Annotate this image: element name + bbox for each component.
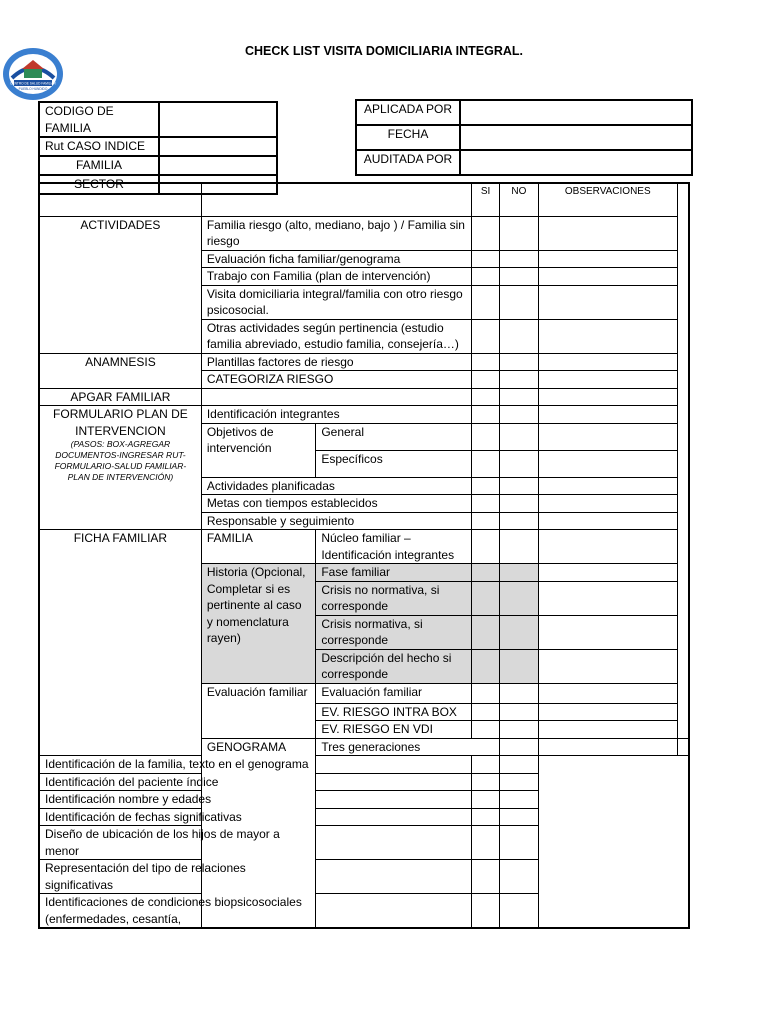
obs-cell[interactable]: [538, 564, 677, 582]
obs-cell[interactable]: [538, 388, 677, 406]
no-cell[interactable]: [500, 406, 538, 424]
si-cell[interactable]: [471, 216, 500, 250]
no-cell[interactable]: [500, 512, 538, 530]
no-cell[interactable]: [500, 721, 538, 739]
obs-cell[interactable]: [538, 450, 677, 477]
checklist-item: Visita domiciliaria integral/familia con otro riesgo psicosocial.: [201, 285, 471, 319]
obs-cell[interactable]: [538, 250, 677, 268]
si-cell[interactable]: [471, 530, 500, 564]
section-apgar-familiar: APGAR FAMILIAR: [39, 388, 201, 406]
si-cell[interactable]: [471, 268, 500, 286]
checklist-item: Identificación del paciente índice: [39, 773, 316, 791]
checklist-item: Representación del tipo de relaciones significativas: [39, 860, 316, 894]
checklist-item: Identificación de fechas significativas: [39, 808, 316, 826]
checklist-item: Descripción del hecho si corresponde: [316, 649, 471, 683]
obs-cell[interactable]: [500, 808, 538, 826]
si-cell[interactable]: [471, 649, 500, 683]
no-cell[interactable]: [500, 250, 538, 268]
si-cell[interactable]: [471, 371, 500, 389]
family-info-table: [38, 101, 278, 195]
no-cell[interactable]: [500, 477, 538, 495]
svg-text:PUEBLO HUNDIDO: PUEBLO HUNDIDO: [18, 87, 48, 91]
no-cell[interactable]: [500, 564, 538, 582]
si-cell[interactable]: [471, 250, 500, 268]
no-cell[interactable]: [500, 450, 538, 477]
obs-cell[interactable]: [538, 649, 677, 683]
si-cell[interactable]: [316, 808, 471, 826]
checklist-item: Trabajo con Familia (plan de intervención): [201, 268, 471, 286]
rut-caso-indice-field[interactable]: [159, 137, 277, 156]
aplicada-por-label: APLICADA POR: [356, 100, 460, 125]
si-cell[interactable]: [471, 495, 500, 513]
no-cell[interactable]: [500, 703, 538, 721]
ficha-historia: Historia (Opcional, Completar si es pertinente al caso y nomenclatura rayen): [201, 564, 316, 684]
codigo-familia-field[interactable]: [159, 102, 277, 137]
si-cell[interactable]: [500, 738, 538, 756]
section-actividades: ACTIVIDADES: [39, 216, 201, 353]
section-anamnesis: ANAMNESIS: [39, 353, 201, 388]
si-cell[interactable]: [471, 703, 500, 721]
checklist-item: Familia riesgo (alto, mediano, bajo ) / Familia sin riesgo: [201, 216, 471, 250]
si-cell[interactable]: [471, 450, 500, 477]
obs-cell[interactable]: [538, 216, 677, 250]
obs-cell[interactable]: [538, 683, 677, 703]
checklist-item: [201, 388, 471, 406]
checklist-item: Metas con tiempos establecidos: [201, 495, 471, 513]
familia-field[interactable]: [159, 156, 277, 175]
obs-cell[interactable]: [538, 406, 677, 424]
si-cell[interactable]: [471, 406, 500, 424]
checklist-item: Núcleo familiar – Identificación integrantes: [316, 530, 471, 564]
rut-caso-indice-label: Rut CASO INDICE: [39, 137, 159, 156]
no-cell[interactable]: [500, 371, 538, 389]
no-cell[interactable]: [500, 683, 538, 703]
si-cell[interactable]: [316, 860, 471, 894]
no-cell[interactable]: [471, 808, 500, 826]
no-cell[interactable]: [500, 495, 538, 513]
obs-cell[interactable]: [538, 721, 677, 739]
checklist-item: Crisis normativa, si corresponde: [316, 615, 471, 649]
objetivos-intervencion: Objetivos de intervención: [201, 423, 316, 477]
si-cell[interactable]: [471, 615, 500, 649]
obs-cell[interactable]: [538, 615, 677, 649]
obs-cell[interactable]: [500, 773, 538, 791]
si-cell[interactable]: [471, 319, 500, 353]
checklist-item: Responsable y seguimiento: [201, 512, 471, 530]
column-si: SI: [471, 183, 500, 216]
header-blank-2: [201, 183, 471, 216]
no-cell[interactable]: [471, 860, 500, 894]
si-cell[interactable]: [316, 826, 471, 860]
no-cell[interactable]: [500, 319, 538, 353]
obs-cell[interactable]: [538, 268, 677, 286]
no-cell[interactable]: [500, 388, 538, 406]
obs-cell[interactable]: [538, 319, 677, 353]
obs-cell[interactable]: [500, 756, 538, 774]
checklist-item: Otras actividades según pertinencia (estudio familia abreviado, estudio familia, consejería…): [201, 319, 471, 353]
checklist-item: EV. RIESGO INTRA BOX: [316, 703, 471, 721]
no-cell[interactable]: [538, 738, 677, 756]
no-cell[interactable]: [500, 285, 538, 319]
obs-cell[interactable]: [538, 530, 677, 564]
checklist-item: Fase familiar: [316, 564, 471, 582]
no-cell[interactable]: [471, 894, 500, 929]
obs-cell[interactable]: [500, 791, 538, 809]
si-cell[interactable]: [471, 512, 500, 530]
svg-text:CENTRO DE SALUD FAMILIAR: CENTRO DE SALUD FAMILIAR: [10, 81, 56, 86]
si-cell[interactable]: [316, 791, 471, 809]
checklist-table: [38, 182, 690, 929]
section-formulario: [39, 406, 201, 530]
sector-label: SECTOR: [39, 175, 159, 194]
obs-cell[interactable]: [538, 477, 677, 495]
no-cell[interactable]: [500, 649, 538, 683]
aplicada-por-field[interactable]: [460, 100, 692, 125]
checklist-item: Específicos: [316, 450, 471, 477]
section-formulario-note: (PASOS: BOX-AGREGAR DOCUMENTOS-INGRESAR RUT-FORMULARIO-SALUD FAMILIAR-PLAN DE INTERVENCIÓN): [54, 439, 187, 482]
checklist-item: CATEGORIZA RIESGO: [201, 371, 471, 389]
obs-cell[interactable]: [538, 495, 677, 513]
no-cell[interactable]: [500, 615, 538, 649]
si-cell[interactable]: [316, 773, 471, 791]
section-formulario-label: FORMULARIO PLAN DE INTERVENCION: [53, 407, 188, 438]
si-cell[interactable]: [316, 894, 471, 929]
checklist-item: Evaluación familiar: [316, 683, 471, 703]
application-info-table: [355, 99, 693, 176]
section-ficha-familiar: FICHA FAMILIAR: [39, 530, 201, 756]
no-cell[interactable]: [471, 773, 500, 791]
si-cell[interactable]: [471, 581, 500, 615]
si-cell[interactable]: [471, 388, 500, 406]
no-cell[interactable]: [500, 423, 538, 450]
si-cell[interactable]: [471, 353, 500, 371]
si-cell[interactable]: [471, 683, 500, 703]
fecha-field[interactable]: [460, 125, 692, 150]
obs-cell[interactable]: [538, 285, 677, 319]
checklist-item: Actividades planificadas: [201, 477, 471, 495]
column-no: NO: [500, 183, 538, 216]
obs-cell[interactable]: [500, 894, 538, 929]
si-cell[interactable]: [471, 721, 500, 739]
checklist-item: Identificación nombre y edades: [39, 791, 316, 809]
si-cell[interactable]: [471, 285, 500, 319]
checklist-item: Diseño de ubicación de los hijos de mayor a menor: [39, 826, 316, 860]
obs-cell[interactable]: [538, 353, 677, 371]
si-cell[interactable]: [471, 477, 500, 495]
obs-cell[interactable]: [538, 703, 677, 721]
obs-cell[interactable]: [500, 826, 538, 860]
column-observaciones: OBSERVACIONES: [538, 183, 677, 216]
si-cell[interactable]: [471, 564, 500, 582]
si-cell[interactable]: [471, 423, 500, 450]
auditada-por-label: AUDITADA POR: [356, 150, 460, 175]
ficha-familia: FAMILIA: [201, 530, 316, 564]
obs-cell[interactable]: [538, 581, 677, 615]
no-cell[interactable]: [471, 791, 500, 809]
si-cell[interactable]: [316, 756, 471, 774]
obs-cell[interactable]: [500, 860, 538, 894]
header-blank-1: [39, 183, 201, 216]
section-genograma: GENOGRAMA: [201, 738, 316, 928]
fecha-label: FECHA: [356, 125, 460, 150]
checklist-item: Identificación de la familia, texto en el genograma: [39, 756, 316, 774]
checklist-item: EV. RIESGO EN VDI: [316, 721, 471, 739]
no-cell[interactable]: [471, 826, 500, 860]
checklist-item: Plantillas factores de riesgo: [201, 353, 471, 371]
no-cell[interactable]: [500, 353, 538, 371]
familia-label: FAMILIA: [39, 156, 159, 175]
obs-cell[interactable]: [538, 371, 677, 389]
no-cell[interactable]: [500, 581, 538, 615]
no-cell[interactable]: [471, 756, 500, 774]
ficha-evaluacion: Evaluación familiar: [201, 683, 316, 738]
obs-cell[interactable]: [538, 423, 677, 450]
codigo-familia-label: CODIGO DE FAMILIA: [39, 102, 159, 137]
obs-cell[interactable]: [678, 738, 690, 756]
auditada-por-field[interactable]: [460, 150, 692, 175]
no-cell[interactable]: [500, 216, 538, 250]
no-cell[interactable]: [500, 530, 538, 564]
checklist-item: Tres generaciones: [316, 738, 500, 756]
checklist-item: Identificaciones de condiciones biopsicosociales (enfermedades, cesantía,: [39, 894, 316, 929]
checklist-item: Crisis no normativa, si corresponde: [316, 581, 471, 615]
page-title: CHECK LIST VISITA DOMICILIARIA INTEGRAL.: [244, 44, 523, 58]
checklist-item: Evaluación ficha familiar/genograma: [201, 250, 471, 268]
no-cell[interactable]: [500, 268, 538, 286]
checklist-item: General: [316, 423, 471, 450]
obs-cell[interactable]: [538, 512, 677, 530]
checklist-item: Identificación integrantes: [201, 406, 471, 424]
